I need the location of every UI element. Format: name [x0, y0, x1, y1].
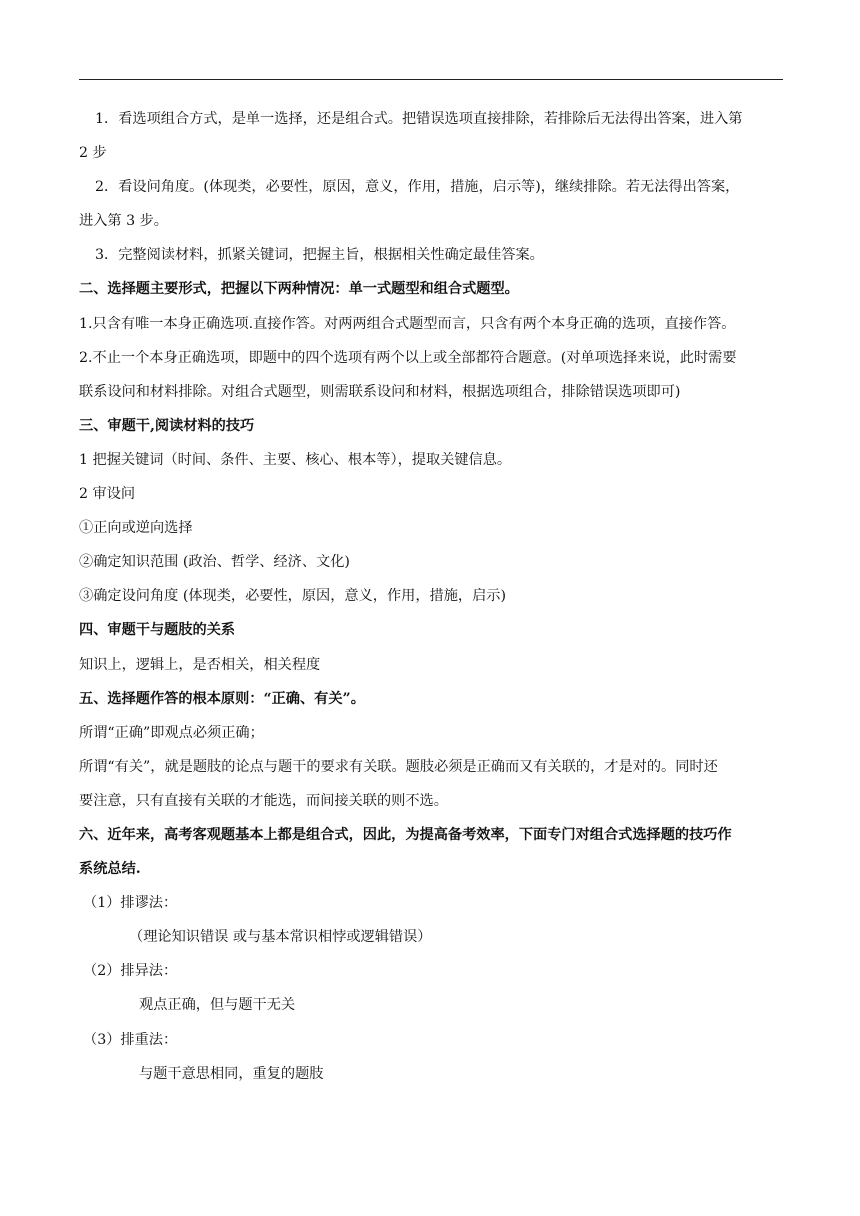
- method-2-name: （2）排异法：: [83, 963, 178, 980]
- method-2-description: 观点正确，但与题干无关: [139, 997, 296, 1014]
- section-3-item-3: ③确定设问角度 (体现类，必要性，原因，意义，作用，措施，启示): [79, 588, 507, 605]
- step-1-line-2: 2 步: [79, 145, 107, 162]
- section-2-paragraph-2-line-2: 联系设问和材料排除。对组合式题型，则需联系设问和材料，根据选项组合，排除错误选项即可): [79, 383, 681, 400]
- section-2-paragraph-1: 1.只含有唯一本身正确选项.直接作答。对两两组合式题型而言，只含有两个本身正确的选项，直接作答。: [79, 315, 736, 332]
- section-3-item-2: ②确定知识范围 (政治、哲学、经济、文化): [79, 554, 350, 571]
- section-3-paragraph-1: 1 把握关键词（时间、条件、主要、核心、根本等），提取关键信息。: [79, 451, 512, 468]
- method-3-description: 与题干意思相同，重复的题肢: [139, 1065, 324, 1082]
- document-body: [79, 102, 785, 1091]
- step-2-line-2: 进入第 3 步。: [79, 213, 168, 230]
- section-4-paragraph-1: 知识上，逻辑上，是否相关，相关程度: [79, 656, 321, 673]
- section-5-paragraph-2-line-2: 要注意，只有直接有关联的才能选，而间接关联的则不选。: [79, 792, 448, 809]
- section-5-heading: 五、选择题作答的根本原则：“正确、有关”。: [79, 690, 365, 707]
- section-6-heading-line-2: 系统总结.: [79, 861, 141, 878]
- section-5-paragraph-1: 所谓“正确”即观点必须正确；: [79, 724, 264, 741]
- section-3-heading: 三、审题干,阅读材料的技巧: [79, 417, 255, 434]
- section-2-paragraph-2-line-1: 2.不止一个本身正确选项，即题中的四个选项有两个以上或全部都符合题意。(对单项选择来说，此时需要: [79, 349, 737, 366]
- section-2-heading: 二、选择题主要形式，把握以下两种情况：单一式题型和组合式题型。: [79, 281, 519, 298]
- method-3-name: （3）排重法：: [83, 1031, 178, 1048]
- step-3-line-1: 3．完整阅读材料，抓紧关键词，把握主旨，根据相关性确定最佳答案。: [95, 247, 544, 264]
- step-2-line-1: 2．看设问角度。(体现类，必要性，原因，意义，作用，措施，启示等)，继续排除。若无法得出答案，: [95, 179, 740, 196]
- section-4-heading: 四、审题干与题肢的关系: [79, 622, 236, 639]
- method-1-description: （理论知识错误 或与基本常识相悖或逻辑错误）: [129, 929, 432, 946]
- method-1-name: （1）排谬法：: [83, 895, 178, 912]
- section-5-paragraph-2-line-1: 所谓“有关”，就是题肢的论点与题干的要求有关联。题肢必须是正确而又有关联的，才是对的。同时还: [79, 758, 718, 775]
- header-rule: [79, 79, 783, 80]
- section-3-item-1: ①正向或逆向选择: [79, 520, 193, 537]
- section-6-heading-line-1: 六、近年来，高考客观题基本上都是组合式，因此，为提高备考效率，下面专门对组合式选择题的技巧作: [79, 826, 732, 843]
- section-3-paragraph-2: 2 审设问: [79, 486, 136, 503]
- step-1-line-1: 1．看选项组合方式，是单一选择，还是组合式。把错误选项直接排除，若排除后无法得出答案，进入第: [95, 111, 743, 127]
